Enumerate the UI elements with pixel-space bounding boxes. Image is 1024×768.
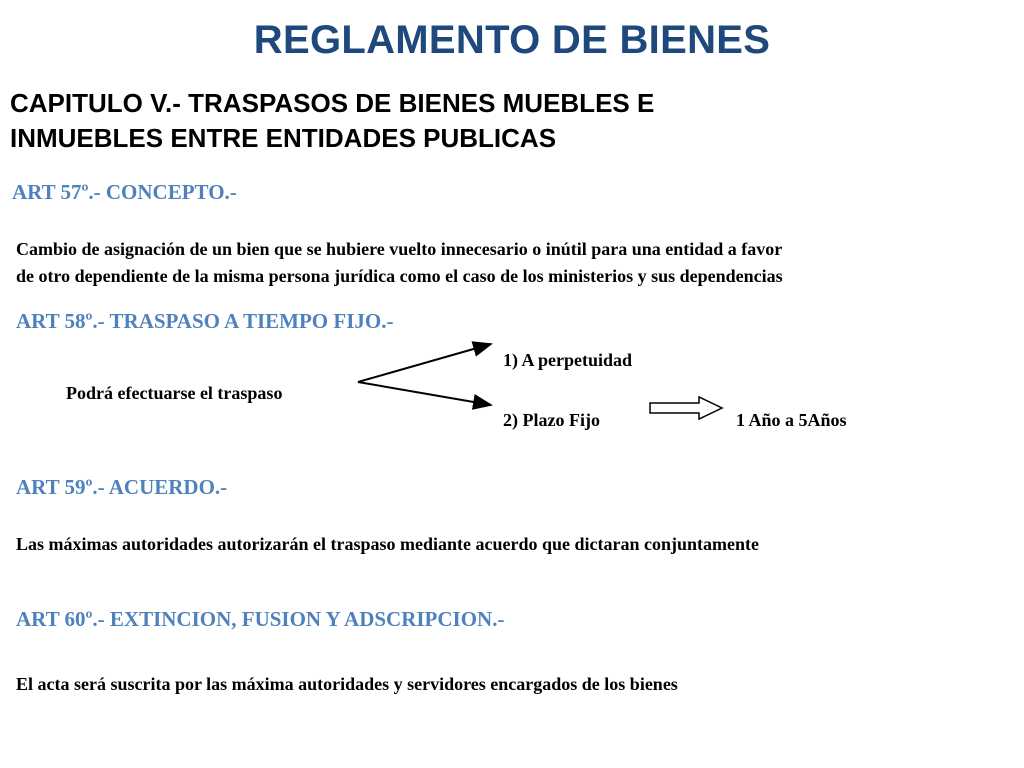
art60-heading: ART 60º.- EXTINCION, FUSION Y ADSCRIPCION.- <box>16 607 505 631</box>
chapter-heading-line1: CAPITULO V.- TRASPASOS DE BIENES MUEBLES E <box>10 88 655 118</box>
art58-option-plazo-fijo: 2) Plazo Fijo <box>503 410 600 430</box>
art59-heading: ART 59º.- ACUERDO.- <box>16 475 228 499</box>
art58-source-label: Podrá efectuarse el traspaso <box>66 383 283 403</box>
art59-text: Las máximas autoridades autorizarán el traspaso mediante acuerdo que dictaran conjuntamente <box>16 534 759 554</box>
art58-heading: ART 58º.- TRASPASO A TIEMPO FIJO.- <box>16 309 394 333</box>
art58-range: 1 Año a 5Años <box>736 410 847 430</box>
arrow-to-perpetuidad <box>358 344 491 382</box>
art60-text: El acta será suscrita por las máxima autoridades y servidores encargados de los bienes <box>16 674 678 694</box>
art57-heading: ART 57º.- CONCEPTO.- <box>12 180 237 204</box>
art58-option-perpetuidad: 1) A perpetuidad <box>503 350 633 370</box>
block-arrow-icon <box>650 397 722 419</box>
slide-title: REGLAMENTO DE BIENES <box>253 18 771 62</box>
chapter-heading-line2: INMUEBLES ENTRE ENTIDADES PUBLICAS <box>10 123 557 153</box>
art57-text-line2: de otro dependiente de la misma persona jurídica como el caso de los ministerios y sus dependencias <box>16 266 783 286</box>
art57-text-line1: Cambio de asignación de un bien que se hubiere vuelto innecesario o inútil para una entidad a favor <box>16 239 783 259</box>
arrow-to-plazo-fijo <box>358 382 491 405</box>
